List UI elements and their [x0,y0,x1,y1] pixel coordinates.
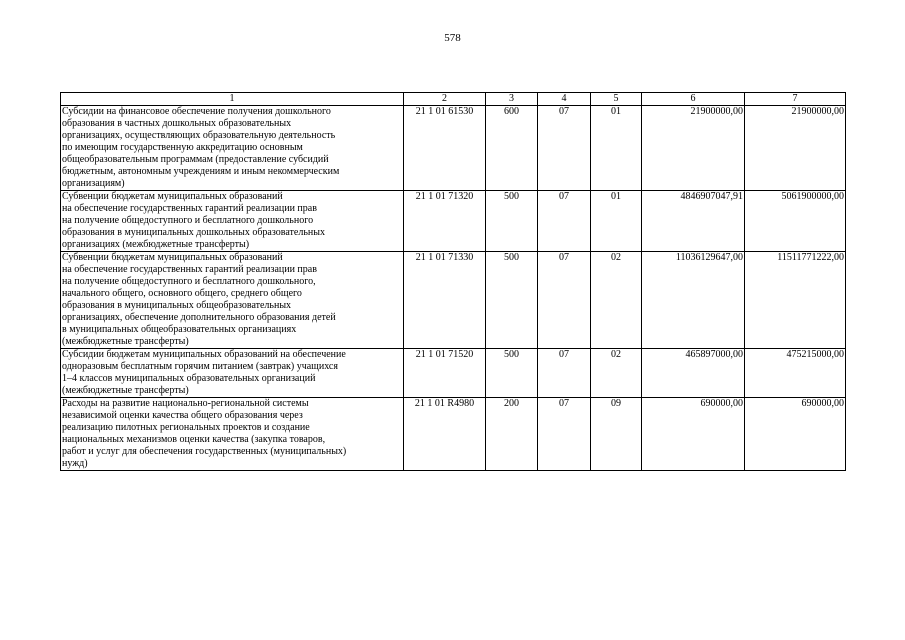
expense-name-cell [61,191,404,252]
table-row [61,191,846,252]
table-header-row [61,93,846,106]
amount-year-2-cell: 21900000,00 [745,106,846,191]
amount-year-1-cell: 21900000,00 [642,106,745,191]
amount-year-1-cell: 4846907047,91 [642,191,745,252]
expense-name-line: в муниципальных общеобразовательных организациях [62,324,297,335]
expense-name-line: нужд) [62,458,88,469]
section-cell: 07 [538,398,591,471]
expense-name-line: национальных механизмов оценки качества (закупка товаров, [62,434,326,445]
expense-name-cell [61,398,404,471]
expense-name-line: независимой оценки качества общего образования через [62,410,303,421]
table-row [61,398,846,471]
expense-name-line: на обеспечение государственных гарантий реализации прав [62,203,317,214]
expense-name-line: (межбюджетные трансферты) [62,385,189,396]
amount-year-2-cell: 11511771222,00 [745,252,846,349]
expense-name-line: общеобразовательным программам (предоставление субсидий [62,154,329,165]
expense-name-cell [61,349,404,398]
expense-name-line: на получение общедоступного и бесплатного дошкольного, [62,276,316,287]
expense-name-line: Субсидии на финансовое обеспечение получения дошкольного [62,106,331,117]
expense-name-line: организациях, обеспечение дополнительного образования детей [62,312,336,323]
subsection-cell: 02 [591,252,642,349]
expense-name-line: начального общего, основного общего, среднего общего [62,288,302,299]
expense-name-line: Субвенции бюджетам муниципальных образований [62,252,283,263]
expense-name-line: образования в муниципальных общеобразовательных [62,300,292,311]
expense-name-line: образования в муниципальных дошкольных образовательных [62,227,325,238]
expense-name-line: организациях (межбюджетные трансферты) [62,239,250,250]
budget-code-cell: 21 1 01 R4980 [404,398,486,471]
expense-name-line: реализацию пилотных региональных проектов и создание [62,422,310,433]
section-cell: 07 [538,191,591,252]
amount-year-2-cell: 475215000,00 [745,349,846,398]
section-cell: 07 [538,252,591,349]
column-header-5: 5 [591,93,642,106]
expense-type-cell: 500 [486,252,538,349]
expense-name-cell [61,106,404,191]
table-row [61,106,846,191]
expense-name-line: 1–4 классов муниципальных образовательных организаций [62,373,316,384]
budget-code-cell: 21 1 01 71520 [404,349,486,398]
amount-year-1-cell: 690000,00 [642,398,745,471]
column-header-1: 1 [61,93,404,106]
expense-name-line: образования в частных дошкольных образовательных [62,118,292,129]
section-cell: 07 [538,349,591,398]
expense-type-cell: 500 [486,349,538,398]
column-header-3: 3 [486,93,538,106]
column-header-4: 4 [538,93,591,106]
table-row [61,349,846,398]
expense-name-line: работ и услуг для обеспечения государственных (муниципальных) [62,446,347,457]
amount-year-1-cell: 11036129647,00 [642,252,745,349]
page-number: 578 [444,32,461,44]
budget-table [60,92,846,471]
expense-name-line: Субсидии бюджетам муниципальных образований на обеспечение [62,349,346,360]
expense-name-line: на получение общедоступного и бесплатного дошкольного [62,215,314,226]
expense-name-line: организациях, осуществляющих образовательную деятельность [62,130,336,141]
subsection-cell: 01 [591,106,642,191]
amount-year-2-cell: 5061900000,00 [745,191,846,252]
expense-name-cell [61,252,404,349]
expense-name-line: по имеющим государственную аккредитацию основным [62,142,303,153]
subsection-cell: 09 [591,398,642,471]
expense-name-line: (межбюджетные трансферты) [62,336,189,347]
column-header-7: 7 [745,93,846,106]
column-header-6: 6 [642,93,745,106]
expense-type-cell: 200 [486,398,538,471]
section-cell: 07 [538,106,591,191]
budget-code-cell: 21 1 01 71330 [404,252,486,349]
subsection-cell: 01 [591,191,642,252]
expense-type-cell: 500 [486,191,538,252]
expense-name-line: на обеспечение государственных гарантий реализации прав [62,264,317,275]
expense-name-line: бюджетным, автономным учреждениям и иным некоммерческим [62,166,340,177]
budget-code-cell: 21 1 01 61530 [404,106,486,191]
subsection-cell: 02 [591,349,642,398]
amount-year-1-cell: 465897000,00 [642,349,745,398]
column-header-2: 2 [404,93,486,106]
table-row [61,252,846,349]
expense-name-line: одноразовым бесплатным горячим питанием (завтрак) учащихся [62,361,338,372]
expense-type-cell: 600 [486,106,538,191]
amount-year-2-cell: 690000,00 [745,398,846,471]
budget-code-cell: 21 1 01 71320 [404,191,486,252]
expense-name-line: организациям) [62,178,125,189]
expense-name-line: Субвенции бюджетам муниципальных образований [62,191,283,202]
expense-name-line: Расходы на развитие национально-региональной системы [62,398,309,409]
